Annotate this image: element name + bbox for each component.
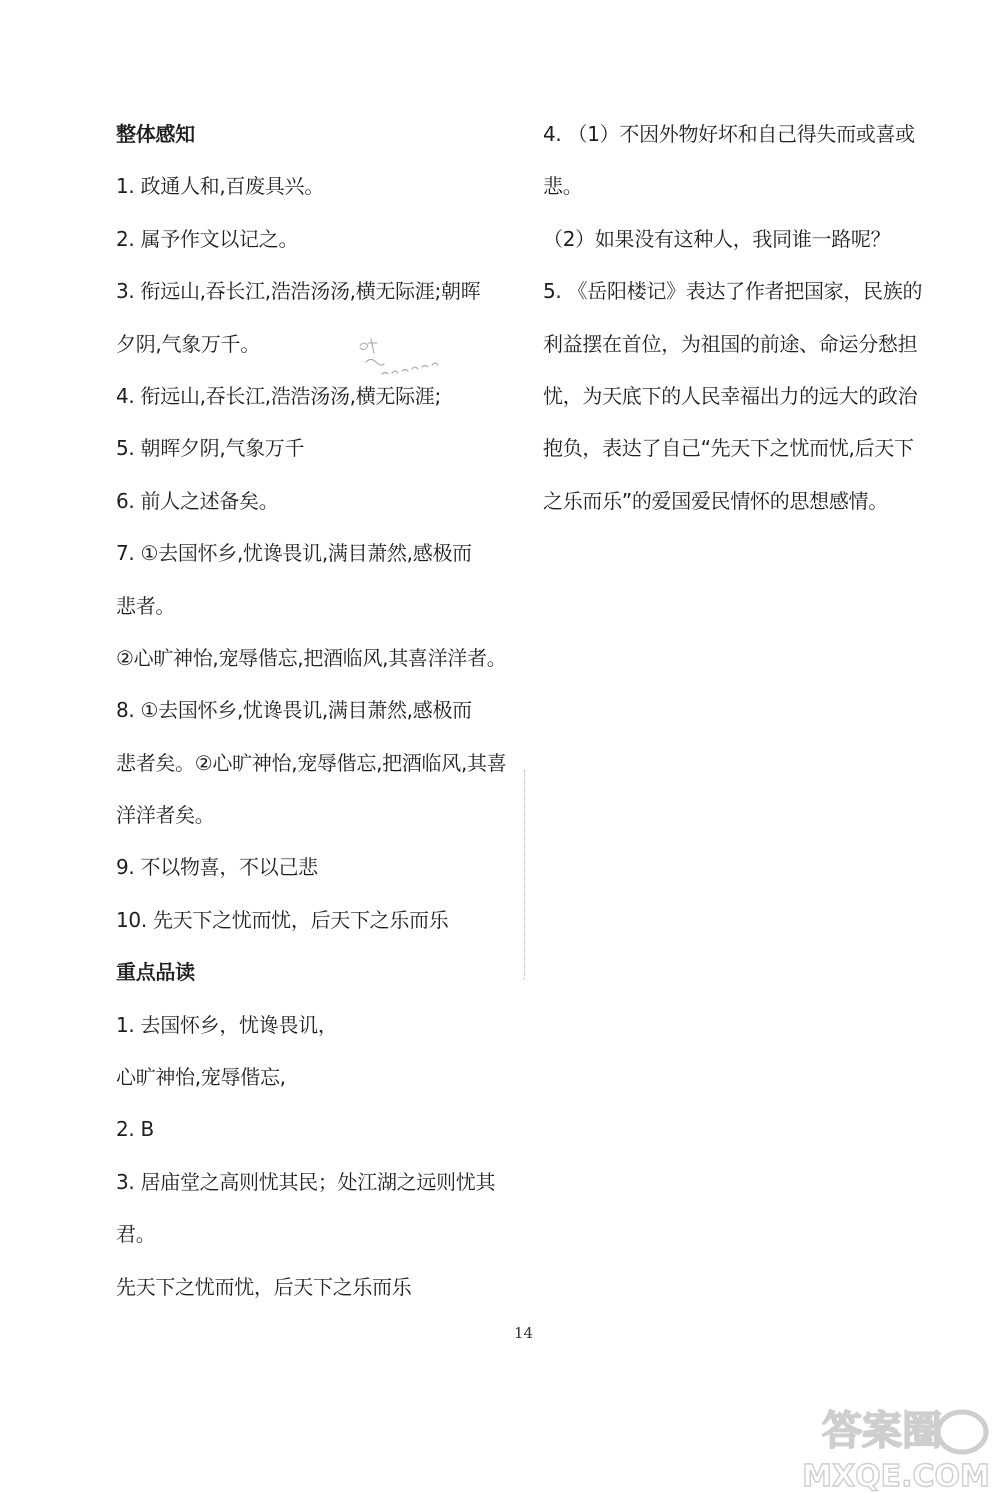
left-text-line: 10. 先天下之忧而忧，后天下之乐而乐 [116, 907, 449, 932]
left-text-line: 2. 属予作文以记之。 [116, 226, 299, 251]
watermark-logo-text: 答案圈 [822, 1408, 942, 1454]
right-text-line: 悲。 [543, 174, 583, 199]
left-text-line: 1. 去国怀乡，忧谗畏讥， [116, 1012, 338, 1037]
left-text-line: 悲者。 [116, 593, 176, 618]
column-divider [524, 770, 525, 980]
section-heading: 整体感知 [116, 122, 195, 146]
left-text-line: 3. 居庙堂之高则忧其民；处江湖之远则忧其 [116, 1169, 496, 1194]
left-column [116, 108, 516, 1313]
section-heading: 重点品读 [116, 960, 195, 985]
right-text-line: 4. （1）不因外物好坏和自己得失而或喜或 [543, 122, 915, 146]
left-text-line: 2. B [116, 1117, 154, 1142]
right-column [543, 108, 943, 527]
left-text-line: 先天下之忧而忧，后天下之乐而乐 [116, 1274, 412, 1299]
right-text-line: 5. 《岳阳楼记》表达了作者把国家，民族的 [543, 279, 923, 304]
watermark-url: MXQE.COM [802, 1459, 990, 1493]
left-text-line: 7. ①去国怀乡,忧谗畏讥,满目萧然,感极而 [116, 541, 472, 566]
right-text-line: 忧，为天底下的人民幸福出力的远大的政治 [543, 383, 918, 408]
left-text-line: 3. 衔远山,吞长江,浩浩汤汤,横无际涯;朝晖 [116, 279, 481, 304]
left-text-line: 8. ①去国怀乡,忧谗畏讥,满目萧然,感极而 [116, 698, 472, 723]
left-text-line: 4. 衔远山,吞长江,浩浩汤汤,横无际涯; [116, 383, 441, 408]
page-number: 14 [513, 1324, 534, 1342]
left-text-line: ②心旷神怡,宠辱偕忘,把酒临风,其喜洋洋者。 [116, 645, 507, 670]
answer-circle-logo [786, 1402, 1000, 1493]
left-text-line: 心旷神怡,宠辱偕忘, [116, 1065, 286, 1090]
right-text-line: 之乐而乐”的爱国爱民情怀的思想感情。 [543, 488, 888, 513]
left-text-line: 9. 不以物喜，不以己悲 [116, 855, 318, 880]
right-text-line: 利益摆在首位，为祖国的前途、命运分愁担 [543, 331, 918, 356]
left-text-line: 6. 前人之述备矣。 [116, 488, 279, 513]
left-text-line: 洋洋者矣。 [116, 803, 215, 828]
right-text-line: （2）如果没有这种人，我同谁一路呢？ [543, 226, 891, 251]
left-text-line: 5. 朝晖夕阴,气象万千 [116, 436, 305, 461]
left-text-line: 夕阴,气象万千。 [116, 331, 260, 356]
left-text-line: 悲者矣。②心旷神怡,宠辱偕忘,把酒临风,其喜 [116, 750, 507, 775]
handwritten-scribble [352, 330, 452, 386]
left-text-line: 君。 [116, 1222, 156, 1247]
right-text-line: 抱负，表达了自己“先天下之忧而忧,后天下 [543, 436, 914, 461]
left-text-line: 1. 政通人和,百废具兴。 [116, 174, 324, 199]
